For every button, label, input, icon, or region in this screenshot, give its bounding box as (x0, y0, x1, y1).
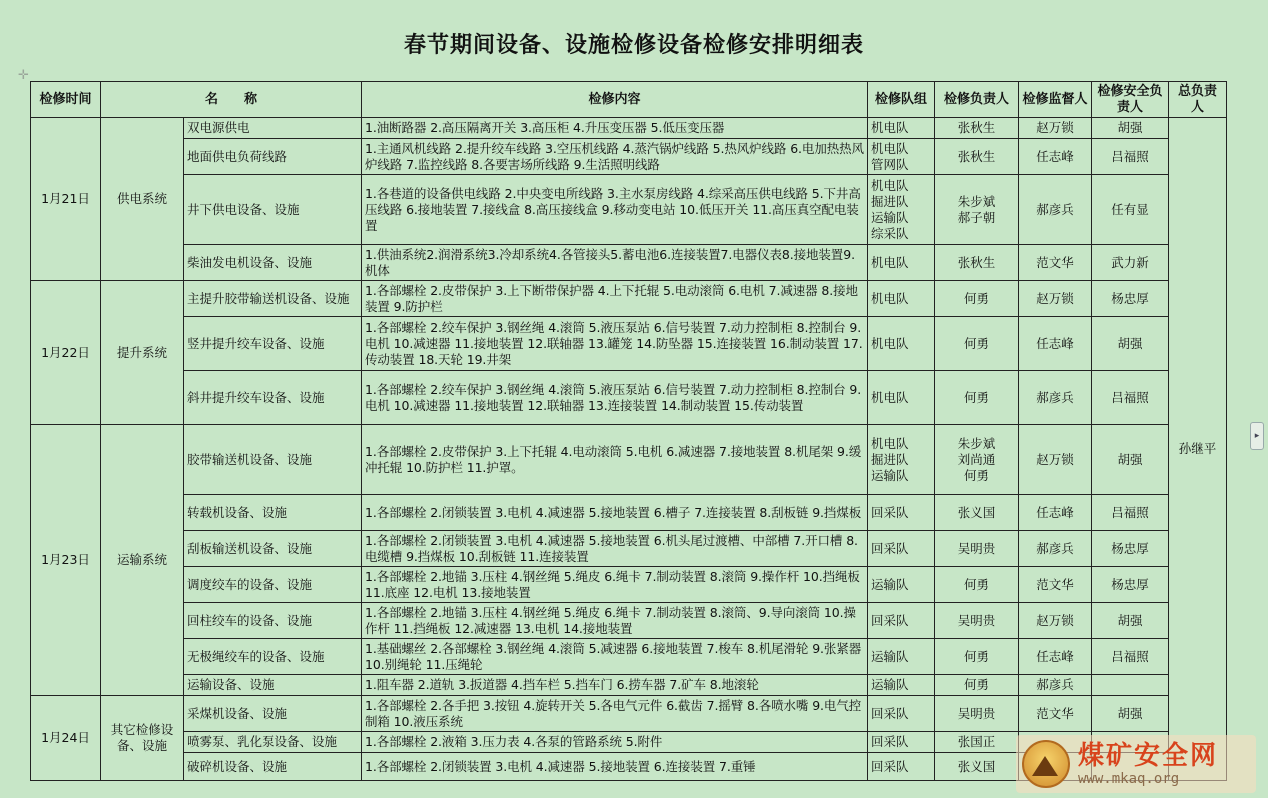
team-cell: 机电队 (868, 371, 935, 425)
content-cell: 1.各部螺栓 2.皮带保护 3.上下断带保护器 4.上下托辊 5.电动滚筒 6.电机 7.减速器 8.接地装置 9.防护栏 (362, 281, 868, 317)
safety-cell: 胡强 (1092, 317, 1169, 371)
content-cell: 1.基础螺丝 2.各部螺栓 3.钢丝绳 4.滚筒 5.减速器 6.接地装置 7.梭车 8.机尾滑轮 9.张紧器 10.别绳轮 11.压绳轮 (362, 639, 868, 675)
table-row (31, 495, 1227, 531)
leader-cell: 何勇 (935, 567, 1019, 603)
system-cell: 其它检修设备、设施 (101, 696, 184, 781)
item-name-cell: 双电源供电 (184, 118, 362, 139)
supervisor-cell: 赵万锁 (1019, 118, 1092, 139)
team-cell: 机电队 (868, 118, 935, 139)
item-name-cell: 采煤机设备、设施 (184, 696, 362, 732)
table-row (31, 639, 1227, 675)
safety-cell: 胡强 (1092, 425, 1169, 495)
system-cell: 供电系统 (101, 118, 184, 281)
header-safety: 检修安全负责人 (1092, 82, 1169, 118)
header-chief: 总负责人 (1169, 82, 1227, 118)
item-name-cell: 回柱绞车的设备、设施 (184, 603, 362, 639)
supervisor-cell: 郝彦兵 (1019, 531, 1092, 567)
supervisor-cell: 郝彦兵 (1019, 371, 1092, 425)
leader-cell: 张义国 (935, 495, 1019, 531)
content-cell: 1.主通风机线路 2.提升绞车线路 3.空压机线路 4.蒸汽锅炉线路 5.热风炉线路 6.电加热热风炉线路 7.监控线路 8.各要害场所线路 9.生活照明线路 (362, 139, 868, 175)
supervisor-cell: 范文华 (1019, 567, 1092, 603)
content-cell: 1.各部螺栓 2.闭锁装置 3.电机 4.减速器 5.接地装置 6.连接装置 7.重锤 (362, 753, 868, 781)
item-name-cell: 主提升胶带输送机设备、设施 (184, 281, 362, 317)
table-row (31, 531, 1227, 567)
supervisor-cell: 赵万锁 (1019, 603, 1092, 639)
system-cell: 提升系统 (101, 281, 184, 425)
date-cell: 1月23日 (31, 425, 101, 696)
content-cell: 1.各部螺栓 2.绞车保护 3.钢丝绳 4.滚筒 5.液压泵站 6.信号装置 7.动力控制柜 8.控制台 9.电机 10.减速器 11.接地装置 12.联轴器 13.罐笼 14.防坠器 15.连接装置 16.制动装置 17.传动装置 18.天轮 19.井架 (362, 317, 868, 371)
table-row (31, 139, 1227, 175)
table-row (31, 175, 1227, 245)
leader-cell: 何勇 (935, 371, 1019, 425)
team-cell: 回采队 (868, 696, 935, 732)
leader-cell: 朱步斌 刘尚通 何勇 (935, 425, 1019, 495)
content-cell: 1.各部螺栓 2.闭锁装置 3.电机 4.减速器 5.接地装置 6.机头尾过渡槽、中部槽 7.开口槽 8.电缆槽 9.挡煤板 10.刮板链 11.连接装置 (362, 531, 868, 567)
date-cell: 1月22日 (31, 281, 101, 425)
header-time: 检修时间 (31, 82, 101, 118)
safety-cell: 武力新 (1092, 245, 1169, 281)
watermark-name: 煤矿安全网 (1078, 741, 1219, 771)
leader-cell: 吴明贵 (935, 603, 1019, 639)
safety-cell: 吕福照 (1092, 639, 1169, 675)
item-name-cell: 运输设备、设施 (184, 675, 362, 696)
header-supervisor: 检修监督人 (1019, 82, 1092, 118)
safety-cell: 吕福照 (1092, 139, 1169, 175)
content-cell: 1.各部螺栓 2.闭锁装置 3.电机 4.减速器 5.接地装置 6.槽子 7.连接装置 8.刮板链 9.挡煤板 (362, 495, 868, 531)
item-name-cell: 胶带输送机设备、设施 (184, 425, 362, 495)
supervisor-cell: 赵万锁 (1019, 425, 1092, 495)
table-row (31, 317, 1227, 371)
team-cell: 回采队 (868, 732, 935, 753)
leader-cell: 张秋生 (935, 118, 1019, 139)
item-name-cell: 刮板输送机设备、设施 (184, 531, 362, 567)
content-cell: 1.各部螺栓 2.地锚 3.压柱 4.钢丝绳 5.绳皮 6.绳卡 7.制动装置 8.滚筒、9.导向滚筒 10.操作杆 11.挡绳板 12.减速器 13.电机 14.接地装置 (362, 603, 868, 639)
content-cell: 1.各部螺栓 2.各手把 3.按钮 4.旋转开关 5.各电气元件 6.截齿 7.摇臂 8.各喷水嘴 9.电气控制箱 10.液压系统 (362, 696, 868, 732)
system-cell: 运输系统 (101, 425, 184, 696)
table-row (31, 603, 1227, 639)
header-name: 名 称 (101, 82, 362, 118)
leader-cell: 张秋生 (935, 139, 1019, 175)
team-cell: 回采队 (868, 753, 935, 781)
table-row (31, 696, 1227, 732)
table-row (31, 425, 1227, 495)
item-name-cell: 转载机设备、设施 (184, 495, 362, 531)
team-cell: 机电队 (868, 317, 935, 371)
team-cell: 回采队 (868, 495, 935, 531)
team-cell: 机电队 掘进队 运输队 综采队 (868, 175, 935, 245)
chief-cell: 孙继平 (1169, 118, 1227, 781)
content-cell: 1.供油系统2.润滑系统3.冷却系统4.各管接头5.蓄电池6.连接装置7.电器仪表8.接地装置9.机体 (362, 245, 868, 281)
team-cell: 回采队 (868, 603, 935, 639)
table-row (31, 675, 1227, 696)
leader-cell: 张国正 (935, 732, 1019, 753)
table-row (31, 281, 1227, 317)
item-name-cell: 斜井提升绞车设备、设施 (184, 371, 362, 425)
leader-cell: 朱步斌 郝子朝 (935, 175, 1019, 245)
team-cell: 机电队 (868, 245, 935, 281)
header-row (31, 82, 1227, 118)
item-name-cell: 柴油发电机设备、设施 (184, 245, 362, 281)
date-cell: 1月21日 (31, 118, 101, 281)
safety-cell: 杨忠厚 (1092, 567, 1169, 603)
leader-cell: 张义国 (935, 753, 1019, 781)
watermark (1016, 735, 1256, 793)
safety-cell: 胡强 (1092, 118, 1169, 139)
content-cell: 1.各部螺栓 2.皮带保护 3.上下托辊 4.电动滚筒 5.电机 6.减速器 7.接地装置 8.机尾架 9.缓冲托辊 10.防护栏 11.护罩。 (362, 425, 868, 495)
leader-cell: 何勇 (935, 317, 1019, 371)
item-name-cell: 井下供电设备、设施 (184, 175, 362, 245)
table-row (31, 118, 1227, 139)
safety-cell (1092, 675, 1169, 696)
supervisor-cell: 任志峰 (1019, 639, 1092, 675)
leader-cell: 吴明贵 (935, 531, 1019, 567)
leader-cell: 何勇 (935, 675, 1019, 696)
scroll-right-tab-icon[interactable]: ▸ (1250, 422, 1264, 450)
item-name-cell: 调度绞车的设备、设施 (184, 567, 362, 603)
watermark-url: www.mkaq.org (1078, 771, 1180, 787)
supervisor-cell: 郝彦兵 (1019, 175, 1092, 245)
safety-cell: 胡强 (1092, 603, 1169, 639)
supervisor-cell: 任志峰 (1019, 317, 1092, 371)
content-cell: 1.各部螺栓 2.绞车保护 3.钢丝绳 4.滚筒 5.液压泵站 6.信号装置 7.动力控制柜 8.控制台 9.电机 10.减速器 11.接地装置 12.联轴器 13.连接装置 14.制动装置 15.传动装置 (362, 371, 868, 425)
safety-cell: 吕福照 (1092, 371, 1169, 425)
team-cell: 运输队 (868, 639, 935, 675)
table-row (31, 245, 1227, 281)
supervisor-cell: 任志峰 (1019, 139, 1092, 175)
item-name-cell: 破碎机设备、设施 (184, 753, 362, 781)
supervisor-cell: 赵万锁 (1019, 281, 1092, 317)
safety-cell: 胡强 (1092, 696, 1169, 732)
team-cell: 机电队 管网队 (868, 139, 935, 175)
team-cell: 运输队 (868, 675, 935, 696)
maintenance-schedule-table (30, 81, 1227, 781)
table-row (31, 371, 1227, 425)
header-content: 检修内容 (362, 82, 868, 118)
date-cell: 1月24日 (31, 696, 101, 781)
team-cell: 运输队 (868, 567, 935, 603)
item-name-cell: 喷雾泵、乳化泵设备、设施 (184, 732, 362, 753)
supervisor-cell: 任志峰 (1019, 495, 1092, 531)
header-leader: 检修负责人 (935, 82, 1019, 118)
header-team: 检修队组 (868, 82, 935, 118)
leader-cell: 吴明贵 (935, 696, 1019, 732)
item-name-cell: 地面供电负荷线路 (184, 139, 362, 175)
leader-cell: 何勇 (935, 639, 1019, 675)
safety-cell: 杨忠厚 (1092, 281, 1169, 317)
leader-cell: 张秋生 (935, 245, 1019, 281)
content-cell: 1.阻车器 2.道轨 3.扳道器 4.挡车栏 5.挡车门 6.捞车器 7.矿车 8.地滚轮 (362, 675, 868, 696)
watermark-logo-icon (1022, 740, 1070, 788)
team-cell: 机电队 掘进队 运输队 (868, 425, 935, 495)
team-cell: 回采队 (868, 531, 935, 567)
team-cell: 机电队 (868, 281, 935, 317)
safety-cell: 杨忠厚 (1092, 531, 1169, 567)
content-cell: 1.油断路器 2.高压隔离开关 3.高压柜 4.升压变压器 5.低压变压器 (362, 118, 868, 139)
content-cell: 1.各部螺栓 2.地锚 3.压柱 4.钢丝绳 5.绳皮 6.绳卡 7.制动装置 8.滚筒 9.操作杆 10.挡绳板 11.底座 12.电机 13.接地装置 (362, 567, 868, 603)
item-name-cell: 竖井提升绞车设备、设施 (184, 317, 362, 371)
supervisor-cell: 范文华 (1019, 696, 1092, 732)
supervisor-cell: 范文华 (1019, 245, 1092, 281)
safety-cell: 任有显 (1092, 175, 1169, 245)
safety-cell: 吕福照 (1092, 495, 1169, 531)
table-row (31, 567, 1227, 603)
content-cell: 1.各巷道的设备供电线路 2.中央变电所线路 3.主水泵房线路 4.综采高压供电线路 5.下井高压线路 6.接地装置 7.接线盒 8.高压接线盒 9.移动变电站 10.低压开关 11.高压真空配电装置 (362, 175, 868, 245)
item-name-cell: 无极绳绞车的设备、设施 (184, 639, 362, 675)
supervisor-cell: 郝彦兵 (1019, 675, 1092, 696)
leader-cell: 何勇 (935, 281, 1019, 317)
page-title: 春节期间设备、设施检修设备检修安排明细表 (403, 32, 864, 58)
plus-marker-icon: ✛ (18, 68, 29, 83)
content-cell: 1.各部螺栓 2.液箱 3.压力表 4.各泵的管路系统 5.附件 (362, 732, 868, 753)
